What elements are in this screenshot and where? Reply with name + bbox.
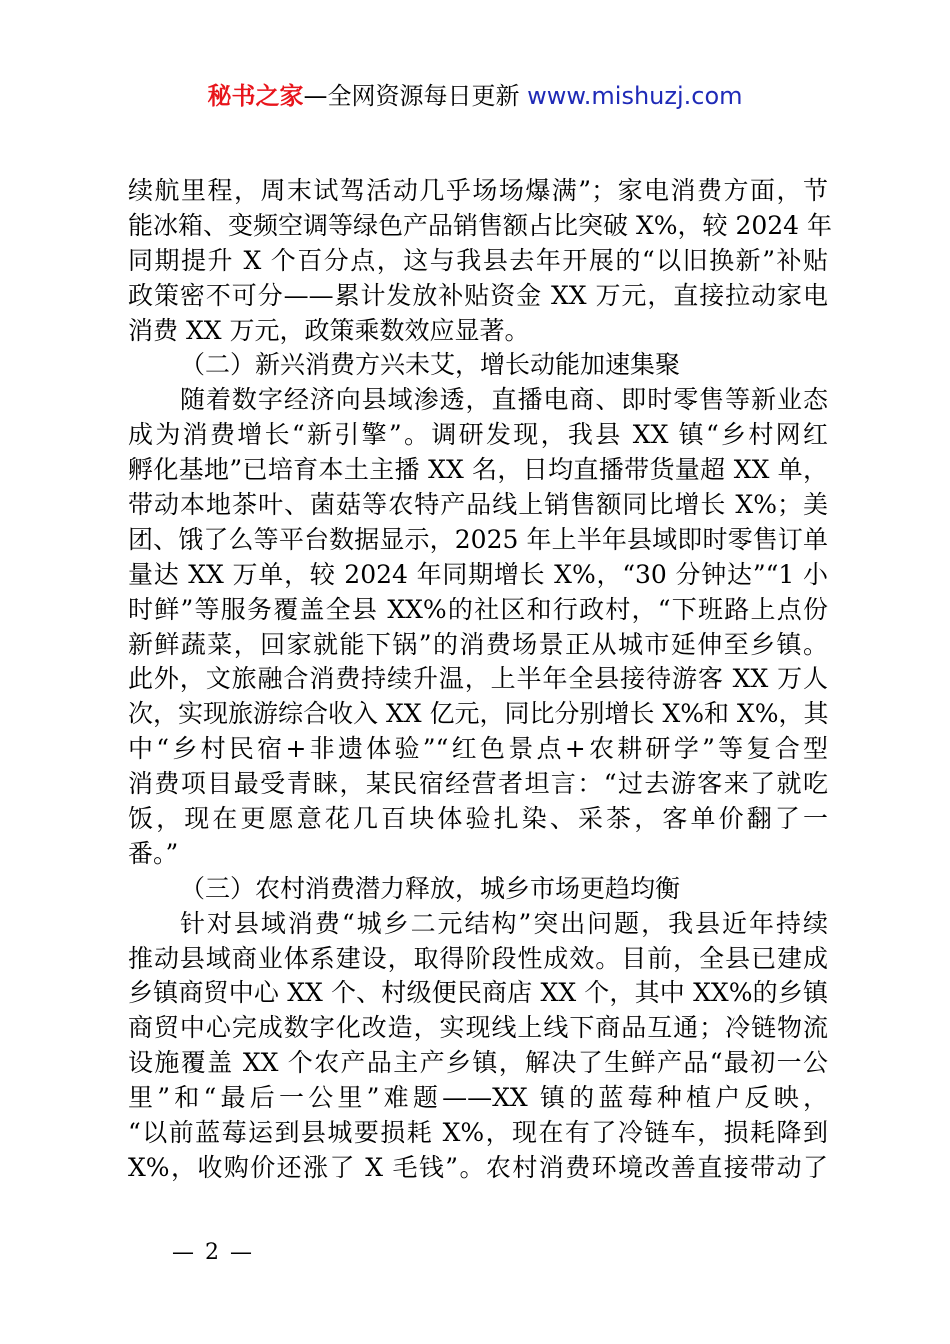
text-line: 带动本地茶叶、菌菇等农特产品线上销售额同比增长 X%；美 — [128, 490, 828, 520]
text-line: 此外，文旅融合消费持续升温，上半年全县接待游客 XX 万人 — [128, 664, 828, 694]
text-line: 成为消费增长“新引擎”。调研发现，我县 XX 镇“乡村网红 — [128, 420, 828, 450]
text-line: 次，实现旅游综合收入 XX 亿元，同比分别增长 X%和 X%，其 — [128, 699, 829, 729]
text-line: 消费 XX 万元，政策乘数效应显著。 — [128, 315, 530, 345]
text-line: 随着数字经济向县域渗透，直播电商、即时零售等新业态 — [180, 385, 828, 415]
text-line: 番。” — [128, 838, 179, 868]
text-line: 乡镇商贸中心 XX 个、村级便民商店 XX 个，其中 XX%的乡镇 — [128, 978, 828, 1008]
text-line: 能冰箱、变频空调等绿色产品销售额占比突破 X%，较 2024 年 — [128, 210, 833, 240]
text-line: 量达 XX 万单，较 2024 年同期增长 X%，“30 分钟达”“1 小 — [128, 559, 828, 589]
text-line: X%，收购价还涨了 X 毛钱”。农村消费环境改善直接带动了 — [128, 1152, 828, 1182]
text-line: “以前蓝莓运到县城要损耗 X%，现在有了冷链车，损耗降到 — [128, 1118, 828, 1148]
site-tagline: —全网资源每日更新 — [303, 82, 528, 110]
text-line: 时鲜”等服务覆盖全县 XX%的社区和行政村，“下班路上点份 — [128, 594, 828, 624]
text-line: 同期提升 X 个百分点，这与我县去年开展的“以旧换新”补贴 — [128, 245, 828, 275]
site-url[interactable]: www.mishuzj.com — [527, 82, 743, 110]
text-line: 针对县域消费“城乡二元结构”突出问题，我县近年持续 — [180, 908, 828, 938]
text-line: 政策密不可分——累计发放补贴资金 XX 万元，直接拉动家电 — [128, 280, 828, 310]
document-body — [128, 174, 833, 1186]
text-line: 新鲜蔬菜，回家就能下锅”的消费场景正从城市延伸至乡镇。 — [128, 629, 828, 659]
section-heading-2: （二）新兴消费方兴未艾，增长动能加速集聚 — [180, 350, 681, 380]
site-brand: 秘书之家 — [207, 82, 304, 110]
text-line: 消费项目最受青睐，某民宿经营者坦言：“过去游客来了就吃 — [128, 769, 828, 799]
section-heading-3: （三）农村消费潜力释放，城乡市场更趋均衡 — [180, 873, 681, 903]
site-header — [0, 80, 950, 112]
text-line: 设施覆盖 XX 个农产品主产乡镇，解决了生鲜产品“最初一公 — [128, 1048, 828, 1078]
page-number: — 2 — — [172, 1240, 254, 1265]
text-line: 商贸中心完成数字化改造，实现线上线下商品互通；冷链物流 — [128, 1013, 828, 1043]
text-line: 推动县域商业体系建设，取得阶段性成效。目前，全县已建成 — [128, 943, 828, 973]
text-line: 团、饿了么等平台数据显示，2025 年上半年县域即时零售订单 — [128, 524, 828, 554]
text-line: 中“乡村民宿+非遗体验”“红色景点+农耕研学”等复合型 — [128, 734, 828, 764]
text-line: 里”和“最后一公里”难题——XX 镇的蓝莓种植户反映， — [128, 1083, 828, 1113]
text-line: 续航里程，周末试驾活动几乎场场爆满”；家电消费方面，节 — [128, 176, 828, 205]
text-line: 孵化基地”已培育本土主播 XX 名，日均直播带货量超 XX 单， — [128, 455, 828, 485]
text-line: 饭，现在更愿意花几百块体验扎染、采茶，客单价翻了一 — [128, 804, 828, 834]
